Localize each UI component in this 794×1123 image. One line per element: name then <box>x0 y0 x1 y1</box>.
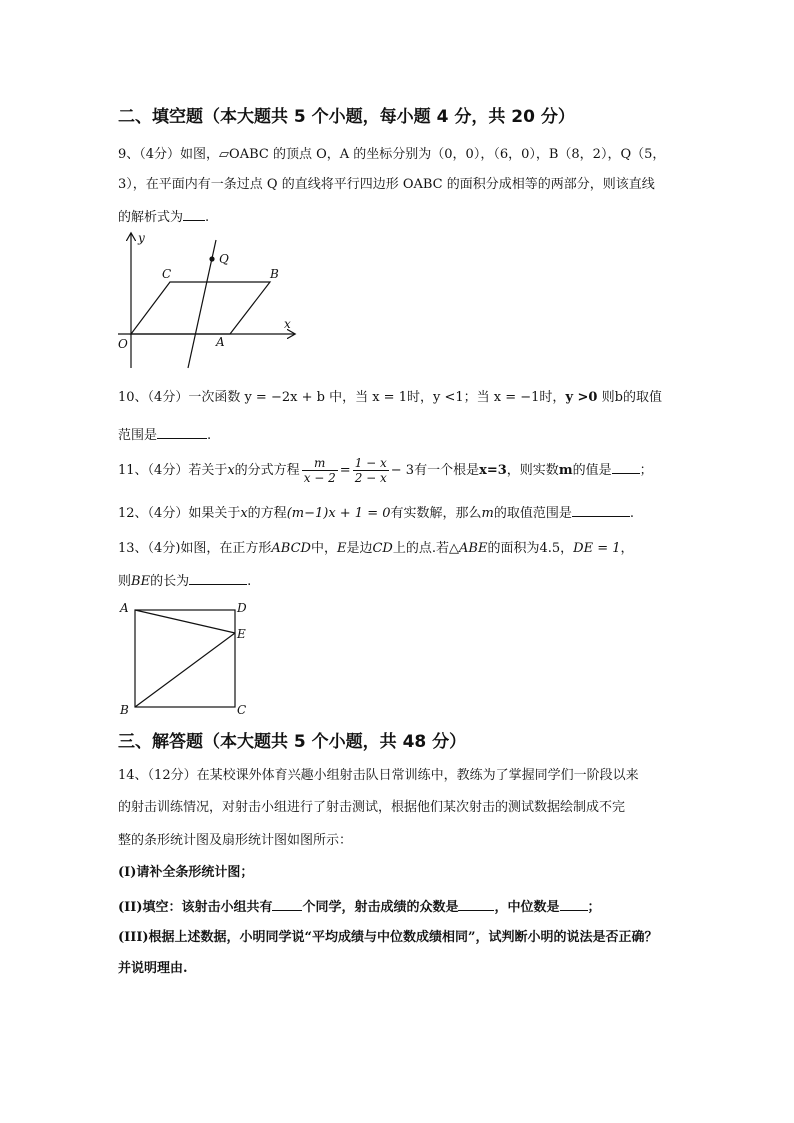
q12-answer-blank[interactable] <box>572 503 630 517</box>
q10-answer-blank[interactable] <box>157 425 207 439</box>
q10-text-2: 中，当 <box>324 390 373 405</box>
q13-text-3: 是边 <box>346 541 373 556</box>
q11-text-5: 的值是 <box>572 463 612 478</box>
section3-title: 三、解答题（本大题共 5 个小题，共 48 分） <box>118 732 467 752</box>
segment-ae <box>135 610 235 633</box>
section2-title: 二、填空题（本大题共 5 个小题，每小题 4 分，共 20 分） <box>118 107 575 127</box>
q10-text-4: ；当 <box>463 390 494 405</box>
q11-answer-blank[interactable] <box>612 460 640 474</box>
q12-line <box>118 503 634 523</box>
q10-text-1: 10、（4分）一次函数 <box>118 390 245 405</box>
label-c: C <box>237 703 247 717</box>
label-a: A <box>216 335 225 349</box>
q13-square-name: ABCD <box>271 541 311 556</box>
q13-point-e: E <box>336 541 347 556</box>
q14-part3: (III)根据上述数据，小明同学说“平均成绩与中位数成绩相同”，试判断小明的说法是否正确？ <box>118 930 658 945</box>
q13-line2 <box>118 571 251 591</box>
q13-triangle: △ABE <box>449 541 488 556</box>
q10-line1 <box>118 389 662 407</box>
q13-line2-text-2: 的长为 <box>150 574 190 589</box>
q10-line2-text: 范围是 <box>118 428 158 443</box>
q9-prefix: 9、（4分）如图， <box>118 147 220 162</box>
q9-answer-blank[interactable] <box>183 207 205 221</box>
q11-end: ； <box>639 463 653 478</box>
q9-figure <box>112 228 302 373</box>
q13-line2-text-1: 则 <box>118 574 132 589</box>
label-b: B <box>270 267 279 281</box>
parallelogram-oabc <box>131 282 270 334</box>
q10-text-7: 的取值 <box>622 390 662 405</box>
q10-line2-end: . <box>207 428 212 443</box>
q11-minus3: − 3 <box>390 463 415 478</box>
segment-be <box>135 633 235 707</box>
q14-blank-mode[interactable] <box>458 897 494 911</box>
q11-var-x: x <box>227 463 235 478</box>
q12-text-1: 12、（4分）如果关于 <box>118 506 241 521</box>
label-y: y <box>138 231 145 245</box>
label-d: D <box>237 601 247 615</box>
q14-part3-line2: 并说明理由. <box>118 961 188 976</box>
q13-text-2: 中， <box>310 541 337 556</box>
q12-var-m: m <box>481 506 494 521</box>
q12-end: . <box>629 506 635 521</box>
q11-var-m: m <box>558 463 573 478</box>
q13-answer-blank[interactable] <box>189 571 247 585</box>
parallelogram-icon: ▱ <box>219 147 230 162</box>
q11-frac1-den: x − 2 <box>303 471 336 485</box>
q14-part2-text-3: ，中位数是 <box>494 900 560 915</box>
label-b: B <box>120 703 129 717</box>
q11-line <box>118 455 653 489</box>
q14-blank-median[interactable] <box>560 897 588 911</box>
q13-text-7: ， <box>620 541 634 556</box>
q10-cond-4: y >0 <box>565 390 598 405</box>
q14-blank-count[interactable] <box>272 897 302 911</box>
q11-frac2-num: 1 − x <box>354 456 387 470</box>
square-abcd <box>135 610 235 707</box>
q14-line3: 整的条形统计图及扇形统计图如图所示： <box>118 833 353 848</box>
q14-line1: 14、（12分）在某校课外体育兴趣小组射击队日常训练中，教练为了掌握同学们一阶段以来 <box>118 768 639 783</box>
q10-cond-2: y <1 <box>432 390 464 405</box>
q13-text-4: 上的点.若 <box>392 541 449 556</box>
q12-text-3: 有实数解，那么 <box>390 506 482 521</box>
q13-segment-be: BE <box>131 574 151 589</box>
q13-text-1: 13、（4分)如图，在正方形 <box>118 541 272 556</box>
q10-cond-1: x = 1 <box>372 390 407 405</box>
q9-line3-text: 的解析式为 <box>118 210 184 225</box>
q11-fraction-1 <box>302 456 338 485</box>
q11-root: x=3 <box>479 463 507 478</box>
q9-line3 <box>118 207 209 227</box>
q9-line1 <box>118 146 665 164</box>
q13-text-5: 的面积为 <box>487 541 540 556</box>
q13-text-6: ， <box>560 541 574 556</box>
q13-line1 <box>118 540 634 558</box>
q14-part2-text-2: 个同学，射击成绩的众数是 <box>302 900 459 915</box>
q12-text-2: 的方程 <box>247 506 287 521</box>
q13-side-cd: CD <box>372 541 393 556</box>
q11-fraction-2 <box>353 456 389 485</box>
q10-line2 <box>118 425 211 445</box>
q10-equation: y = −2x + b <box>244 390 325 405</box>
q10-cond-3: x = −1 <box>493 390 540 405</box>
q13-line2-end: . <box>247 574 252 589</box>
q10-text-6: 则 <box>597 390 615 405</box>
q12-var-x: x <box>240 506 248 521</box>
q10-text-3: 时， <box>406 390 433 405</box>
label-a: A <box>120 601 129 615</box>
label-q: Q <box>219 252 229 266</box>
q14-line2: 的射击训练情况，对射击小组进行了射击测试，根据他们某次射击的测试数据绘制成不完 <box>118 800 626 815</box>
q11-text-1: 11、（4分）若关于 <box>118 463 228 478</box>
q9-line3-end: . <box>205 210 210 225</box>
q11-equals: = <box>339 463 351 478</box>
q10-var-b: b <box>614 390 623 405</box>
q14-part2-text-1: (II)填空：该射击小组共有 <box>118 900 273 915</box>
q14-part2 <box>118 897 601 917</box>
q13-de: DE = 1 <box>573 541 621 556</box>
q13-figure <box>116 598 256 720</box>
q14-part1: (I)请补全条形统计图； <box>118 865 254 880</box>
q11-frac2-den: 2 − x <box>354 471 387 485</box>
q12-text-4: 的取值范围是 <box>493 506 572 521</box>
label-o: O <box>118 337 128 351</box>
q11-text-3: 有一个根是 <box>414 463 480 478</box>
q11-frac1-num: m <box>302 456 338 471</box>
q12-equation: (m−1)x + 1 = 0 <box>286 506 391 521</box>
q11-text-2: 的分式方程 <box>234 463 300 478</box>
label-x: x <box>284 317 291 331</box>
q14-part2-end: ； <box>587 900 601 915</box>
q10-text-5: 时， <box>539 390 566 405</box>
point-q <box>209 256 214 261</box>
label-c: C <box>162 267 172 281</box>
q9-line1-suffix: OABC 的顶点 O，A 的坐标分别为（0，0），（6，0），B（8，2），Q（5， <box>229 147 666 162</box>
q9-line2: 3），在平面内有一条过点 Q 的直线将平行四边形 OABC 的面积分成相等的两部分，则该直线 <box>118 177 655 192</box>
q13-area: 4.5 <box>539 541 561 556</box>
q11-text-4: ，则实数 <box>506 463 559 478</box>
label-e: E <box>237 627 246 641</box>
